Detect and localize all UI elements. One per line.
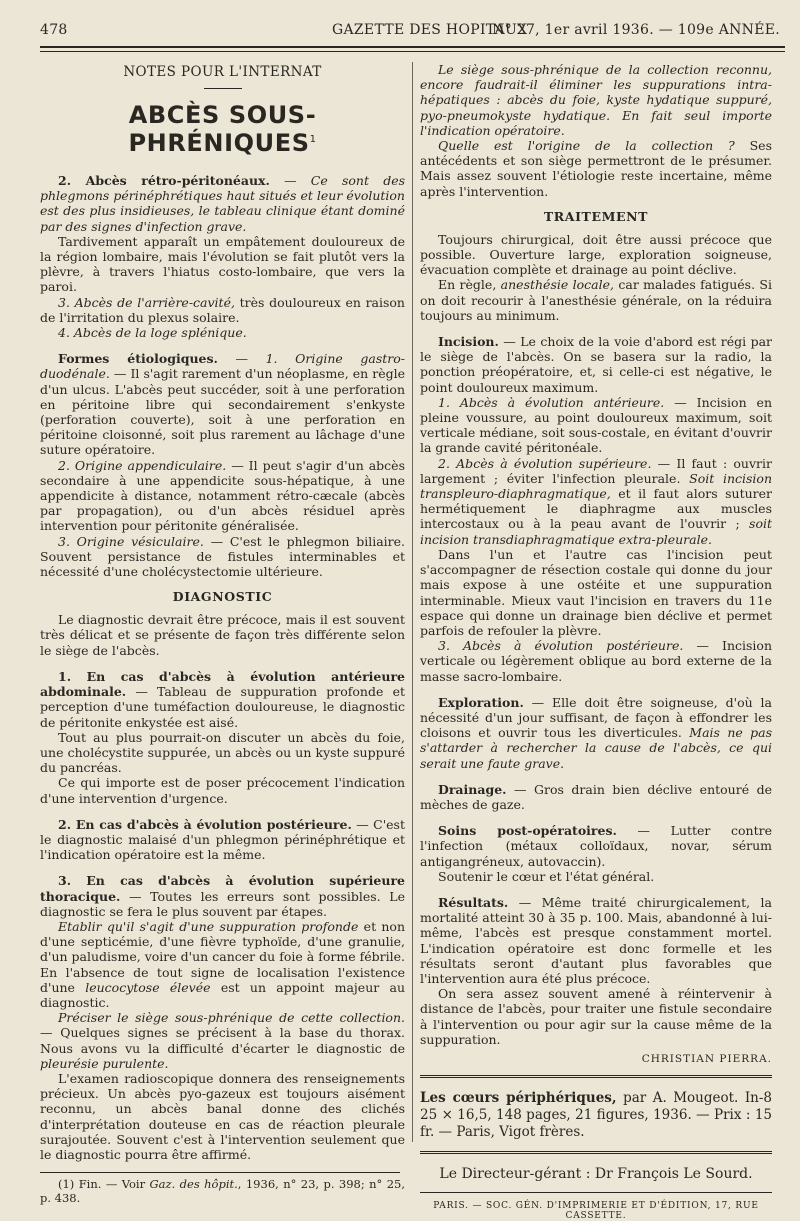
journal-title: GAZETTE DES HOPITAUX [332,22,528,38]
heading-diagnostic: DIAGNOSTIC [172,589,273,605]
paragraph: Le diagnostic devrait être précoce, mais il est souvent très délicat et se présente de façon très différente selon le siège de l'abcès. [40,612,405,658]
paragraph: 3. Abcès à évolution postérieure. — Incision verticale ou légèrement oblique au bord externe de la masse sacro-lombaire. [420,638,772,684]
paragraph: 2. Abcès à évolution supérieure. — Il faut : ouvrir largement ; éviter l'infection pleurale. Soit incision transpleuro-diaphragmatique, et il faut alors suturer hermétiquement le diaphragme aux muscles intercostaux ou à la peau avant de l'ouvrir ; soit incision transdiaphragmatique extra-pleurale. [420,455,772,547]
issue-info: N° 27, 1er avril 1936. — 109e ANNÉE. [492,22,780,38]
imprint-rule [420,1192,772,1193]
footnote-rule [40,1172,400,1173]
header-rule-thin [40,51,785,52]
paragraph: 1. Abcès à évolution antérieure. — Incision en pleine voussure, au point douloureux maximum, soit verticale médiane, soit sous-costale, en évitant d'ouvrir la grande cavité péritonéale. [420,394,773,456]
paragraph: 3. Origine vésiculaire. — C'est le phlegmon biliaire. Souvent persistance de fistules interminables et nécessité d'une cholécystectomie ultérieure. [40,533,405,580]
director-line: Le Directeur-gérant : Dr François Le Sourd. [439,1165,753,1182]
paragraph: 3. Abcès de l'arrière-cavité, très douloureux en raison de l'irritation du plexus solaire. [40,294,405,325]
imprint-line: PARIS. — SOC. GÉN. D'IMPRIMERIE ET D'ÉDITION, 17, RUE CASSETTE. [433,1200,759,1221]
paragraph: En règle, anesthésie locale, car malades fatigués. Si on doit recourir à l'anesthésie générale, on la réduira toujours au minimum. [420,277,772,323]
paragraph: Le siège sous-phrénique de la collection reconnu, encore faudrait-il éliminer les suppurations intra-hépatiques : abcès du foie, kyste hydatique suppuré, pyo-pneumokyste hydatique. En fait seul importe l'indication opératoire. [420,62,772,138]
paragraph: Incision. — Le choix de la voie d'abord est régi par le siège de l'abcès. On se basera sur la radio, la ponction préopératoire, et, si celle-ci est négative, le point douloureux maximum. [420,334,772,395]
section-kicker: NOTES POUR L'INTERNAT [123,64,322,80]
paragraph: Etablir qu'il s'agit d'une suppuration profonde et non d'une septicémie, d'une fièvre typhoïde, d'une granulie, d'un paludisme, voire d'un cancer du foie à forme fébrile. En l'absence de tout signe de localisation l'existence d'une leucocytose élevée est un appoint majeur au diagnostic. [40,918,406,1010]
running-head [40,22,780,44]
section-rule [420,1075,772,1078]
header-rule [40,46,785,48]
paragraph: Toujours chirurgical, doit être aussi précoce que possible. Ouverture large, exploration soigneuse, évacuation complète et drainage au point déclive. [420,231,772,278]
paragraph: 1. En cas d'abcès à évolution antérieure abdominale. — Tableau de suppuration profonde et perception d'une tuméfaction douloureuse, le diagnostic de péritonite enkystée est aisé. [40,668,405,730]
book-notice [420,1090,772,1141]
paragraph: Dans l'un et l'autre cas l'incision peut s'accompagner de résection costale qui donne du jour mais expose à une ostéite et une suppuration interminable. Mieux vaut l'incision en travers du 11e espace qui donne un drainage bien déclive et permet parfois de refouler la plèvre. [420,546,772,638]
page-number: 478 [40,22,68,38]
section-rule [420,1151,772,1154]
paragraph: Préciser le siège sous-phrénique de cette collection. — Quelques signes se précisent à la base du thorax. Nous avons vu la difficulté d'écarter le diagnostic de pleurésie purulente. [40,1010,405,1071]
heading-traitement: TRAITEMENT [543,208,649,224]
paragraph: 2. En cas d'abcès à évolution postérieure. — C'est le diagnostic malaisé d'un phlegmon périnéphrétique et l'indication opératoire est la même. [40,816,405,863]
paragraph: Ce qui importe est de poser précocement l'indication d'une intervention d'urgence. [40,775,405,806]
paragraph: Drainage. — Gros drain bien déclive entouré de mèches de gaze. [420,781,772,812]
column-divider [412,62,413,1142]
paragraph: Tardivement apparaît un empâtement douloureux de la région lombaire, mais l'évolution se fait plutôt vers la plèvre, à travers l'hiatus costo-lombaire, que vers la paroi. [40,233,405,295]
book-paragraph: Les cœurs périphériques, par A. Mougeot. In-8 25 × 16,5, 148 pages, 21 figures, 1936. — Prix : 15 fr. — Paris, Vigot frères. [420,1089,772,1140]
footnote: (1) Fin. — Voir Gaz. des hôpit., 1936, n° 23, p. 398; n° 25, p. 438. [40,1177,405,1206]
paragraph: Exploration. — Elle doit être soigneuse, d'où la nécessité d'un jour suffisant, de façon à effondrer les cloisons et ouvrir tous les diverticules. Mais ne pas s'attarder à rechercher la cause de l'abcès, ce qui serait une faute grave. [420,694,773,771]
left-column [40,62,405,1205]
paragraph: Soutenir le cœur et l'état général. [438,868,655,884]
article-title: ABCÈS SOUS-PHRÉNIQUES$^1$ [128,101,317,157]
paragraph: Tout au plus pourrait-on discuter un abcès du foie, une cholécystite suppurée, un abcès ou un kyste suppuré du pancréas. [40,729,405,776]
title-footnote-mark: 1 [309,134,317,145]
right-column [420,62,772,1221]
paragraph: 2. Origine appendiculaire. — Il peut s'agir d'un abcès secondaire à une appendicite sous-hépatique, à une appendicite à distance, notamment rétro-cæcale (abcès par propagation), ou d'un abcès résiduel après intervention pour péritonite généralisée. [40,457,405,534]
paragraph: 3. En cas d'abcès à évolution supérieure thoracique. — Toutes les erreurs sont possibles. Le diagnostic se fera le plus souvent par étapes. [40,873,405,919]
author-signature: CHRISTIAN PIERRA. [641,1052,772,1065]
paragraph: L'examen radioscopique donnera des renseignements précieux. Un abcès pyo-gazeux est toujours aisément reconnu, un abcès banal donne des clichés d'interprétation douteuse en cas de réaction pleurale surajoutée. Souvent c'est à l'intervention seulement que le diagnostic pourra être affirmé. [40,1070,405,1162]
kicker-rule [204,88,242,89]
paragraph: Formes étiologiques. — 1. Origine gastro-duodénale. — Il s'agit rarement d'un néoplasme, en règle d'un ulcus. L'abcès peut succéder, soit à une perforation en péritoine libre qui secondairement s'enkyste (perforation couverte), soit à une perforation en péritoine cloisonné, soit plus rarement au lâchage d'une suture opératoire. [40,351,405,458]
paragraph: On sera assez souvent amené à réintervenir à distance de l'abcès, pour traiter une fistule secondaire à l'intervention ou pour agir sur la cause même de la suppuration. [420,986,772,1047]
paragraph: Quelle est l'origine de la collection ? Ses antécédents et son siège permettront de le présumer. Mais assez souvent l'étiologie reste incertaine, même après l'intervention. [420,138,772,199]
paragraph: Résultats. — Même traité chirurgicalement, la mortalité atteint 30 à 35 p. 100. Mais, abandonné à lui-même, l'abcès est presque constamment mortel. L'indication opératoire est donc formelle et les résultats seront d'autant plus favorables que l'intervention aura été plus précoce. [420,894,772,986]
paragraph: 4. Abcès de la loge splénique. [58,325,247,341]
paragraph: 2. Abcès rétro-péritonéaux. — Ce sont des phlegmons périnéphrétiques haut situés et leur évolution est des plus insidieuses, le tableau clinique étant dominé par des signes d'infection grave. [40,173,406,234]
paragraph: Soins post-opératoires. — Lutter contre l'infection (métaux colloïdaux, novar, sérum antigangréneux, autovaccin). [420,823,772,869]
